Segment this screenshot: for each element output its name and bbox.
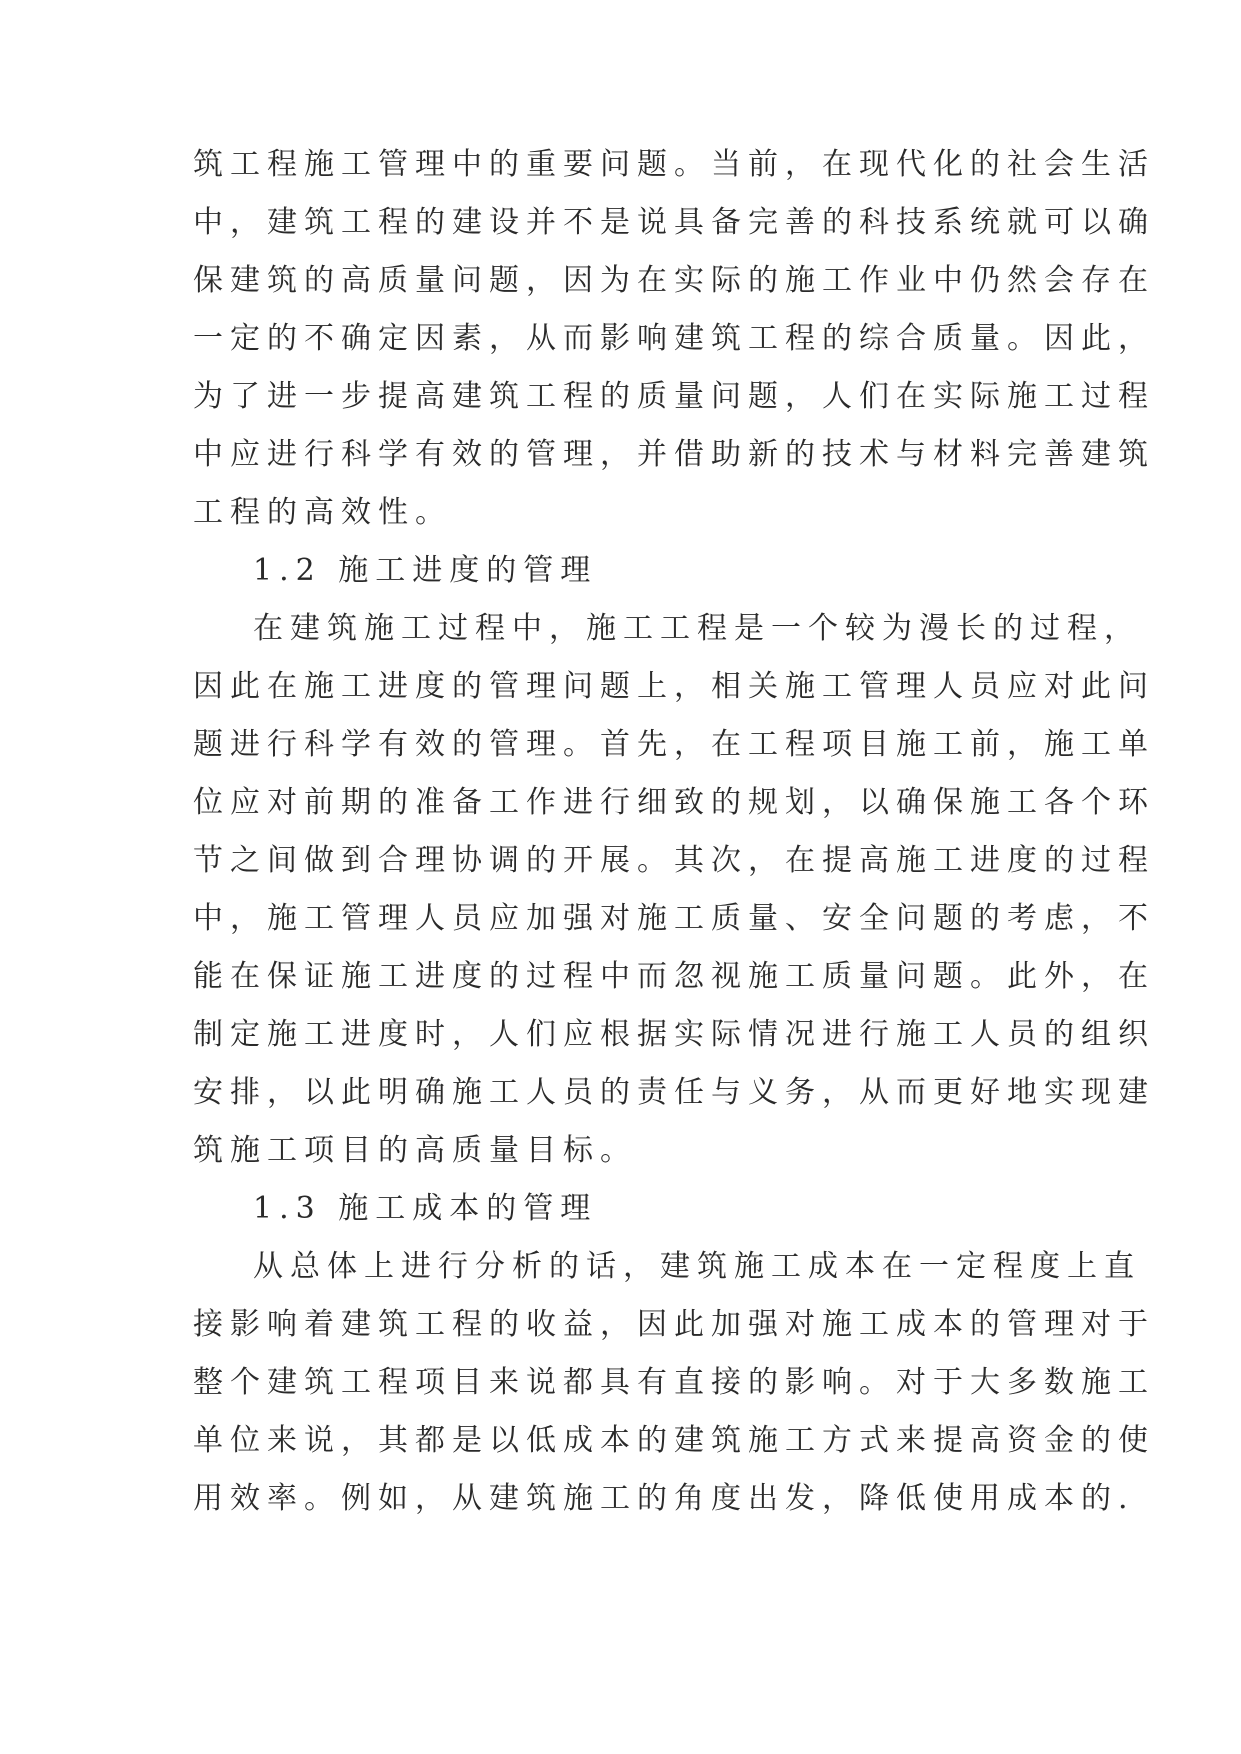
paragraph-line: 在建筑施工过程中，施工工程是一个较为漫长的过程， <box>253 611 1141 646</box>
paragraph-line: 节之间做到合理协调的开展。其次，在提高施工进度的过程 <box>193 843 1155 878</box>
paragraph-line: 保建筑的高质量问题，因为在实际的施工作业中仍然会存在 <box>193 263 1155 298</box>
paragraph-line: 制定施工进度时，人们应根据实际情况进行施工人员的组织 <box>193 1017 1155 1052</box>
paragraph-line: 因此在施工进度的管理问题上，相关施工管理人员应对此问 <box>193 669 1155 704</box>
paragraph-line: 一定的不确定因素，从而影响建筑工程的综合质量。因此， <box>193 321 1155 356</box>
paragraph-line: 能在保证施工进度的过程中而忽视施工质量问题。此外，在 <box>193 959 1155 994</box>
paragraph-line: 中应进行科学有效的管理，并借助新的技术与材料完善建筑 <box>193 437 1155 472</box>
paragraph-line: 工程的高效性。 <box>193 495 452 530</box>
paragraph-line: 整个建筑工程项目来说都具有直接的影响。对于大多数施工 <box>193 1365 1155 1400</box>
paragraph-line: 筑施工项目的高质量目标。 <box>193 1133 637 1168</box>
paragraph-line: 单位来说，其都是以低成本的建筑施工方式来提高资金的使 <box>193 1423 1155 1458</box>
paragraph-line: 为了进一步提高建筑工程的质量问题，人们在实际施工过程 <box>193 379 1155 414</box>
section-heading-1-3: 1.3 施工成本的管理 <box>253 1191 598 1226</box>
paragraph-line: 用效率。例如，从建筑施工的角度出发，降低使用成本的. <box>193 1481 1135 1516</box>
paragraph-line: 中，施工管理人员应加强对施工质量、安全问题的考虑，不 <box>193 901 1155 936</box>
paragraph-line: 中，建筑工程的建设并不是说具备完善的科技系统就可以确 <box>193 205 1155 240</box>
paragraph-line: 安排，以此明确施工人员的责任与义务，从而更好地实现建 <box>193 1075 1155 1110</box>
paragraph-line: 题进行科学有效的管理。首先，在工程项目施工前，施工单 <box>193 727 1155 762</box>
paragraph-line: 从总体上进行分析的话，建筑施工成本在一定程度上直 <box>253 1249 1141 1284</box>
paragraph-line: 位应对前期的准备工作进行细致的规划，以确保施工各个环 <box>193 785 1155 820</box>
paragraph-line: 筑工程施工管理中的重要问题。当前，在现代化的社会生活 <box>193 147 1155 182</box>
paragraph-line: 接影响着建筑工程的收益，因此加强对施工成本的管理对于 <box>193 1307 1155 1342</box>
section-heading-1-2: 1.2 施工进度的管理 <box>253 553 598 588</box>
